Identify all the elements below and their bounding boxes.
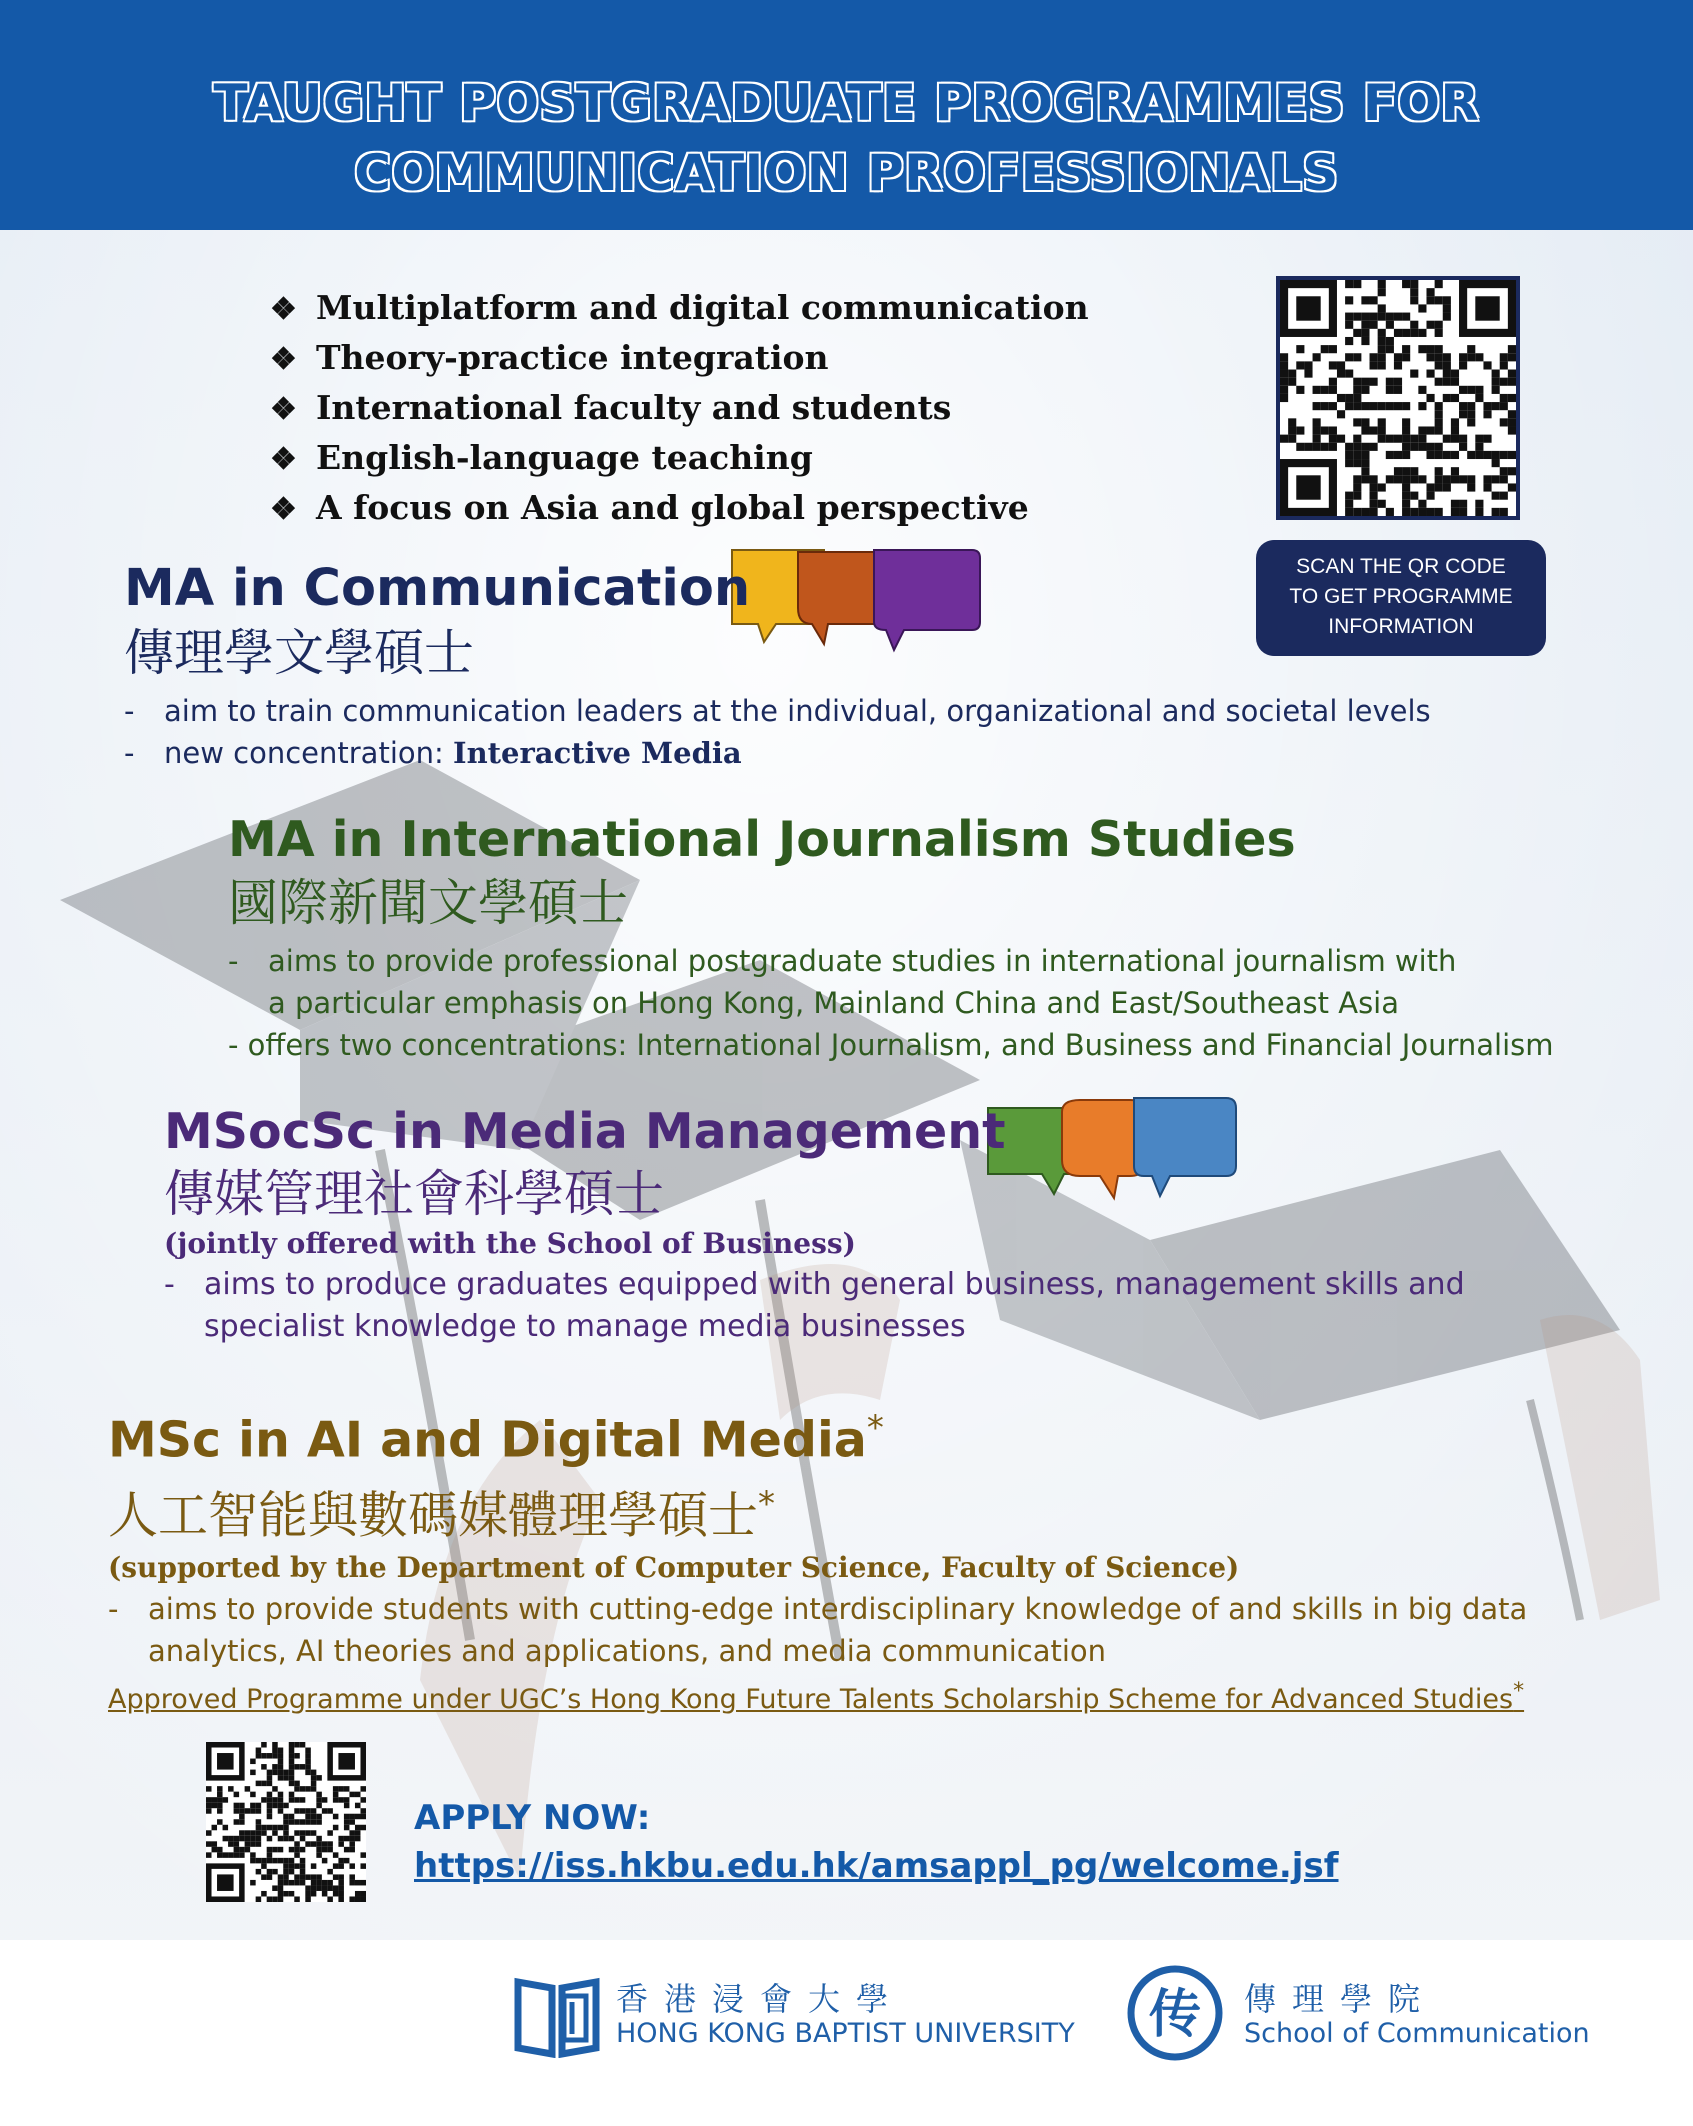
feature-item: ❖ Multiplatform and digital communication [270, 284, 1089, 334]
feature-item: ❖ Theory-practice integration [270, 334, 1089, 384]
diamond-bullet-icon: ❖ [270, 292, 297, 327]
programme-note: (jointly offered with the School of Business) [164, 1227, 856, 1260]
programme-title: MA in International Journalism Studies [228, 811, 1296, 868]
diamond-bullet-icon: ❖ [270, 442, 297, 477]
feature-item: ❖ English-language teaching [270, 434, 1089, 484]
programme-chinese-title: 傳媒管理社會科學碩士 [164, 1165, 664, 1223]
scan-qr-caption: SCAN THE QR CODE TO GET PROGRAMME INFORMATION [1256, 540, 1546, 656]
soc-emblem-icon [1126, 1964, 1224, 2062]
programme-ma-communication [124, 556, 750, 684]
programme-info-qr-code[interactable] [1276, 276, 1520, 520]
feature-list [270, 284, 1089, 534]
programme-title: MSocSc in Media Management [164, 1103, 1006, 1160]
programme-chinese-title: 傳理學文學碩士 [124, 624, 474, 682]
approved-programme-note: Approved Programme under UGC’s Hong Kong Future Talents Scholarship Scheme for Advanced Studies* [108, 1678, 1525, 1715]
programme-note: (supported by the Department of Computer Science, Faculty of Science) [108, 1550, 1240, 1584]
hkbu-book-icon [512, 1972, 602, 2058]
speech-bubbles-icon [728, 546, 984, 656]
header-banner [0, 0, 1693, 230]
programme-chinese-title: 國際新聞文學碩士 [228, 874, 628, 932]
programme-title: MSc in AI and Digital Media* [108, 1408, 884, 1469]
apply-now-block [414, 1794, 1339, 1890]
programme-ma-communication-desc: - aim to train communication leaders at the individual, organizational and societal levels - new concentration: Interactive Media [124, 694, 1431, 770]
soc-chinese-name: 傳理學院 [1244, 1980, 1437, 2018]
programme-msc-ai-digital-media: MSc in AI and Digital Media* 人工智能與數碼媒體理學碩士* (supported by the Department of Computer Science, Faculty of Science) - aims to provide students with cutting-edge interdisciplinary knowledge of and skills in big data analytics, AI theories and applications, and media communication Approved Programme under UGC’s Hong Kong Future Talents Scholarship Scheme for Advanced Studies* [108, 1396, 1527, 1720]
diamond-bullet-icon: ❖ [270, 392, 297, 427]
feature-item: ❖ International faculty and students [270, 384, 1089, 434]
feature-item: ❖ A focus on Asia and global perspective [270, 484, 1089, 534]
apply-now-label: APPLY NOW: [414, 1798, 651, 1838]
page-title [0, 68, 1693, 208]
programme-ma-ijs: MA in International Journalism Studies 國際新聞文學碩士 - aims to provide professional postgraduate studies in international journalism with a particular emphasis on Hong Kong, Mainland China and East/Southeast Asia - offers two concentrations: International Journalism, and Business and Financial Journalism [228, 808, 1554, 1066]
apply-url-link[interactable]: https://iss.hkbu.edu.hk/amsappl_pg/welcome.jsf [414, 1846, 1339, 1886]
apply-qr-code[interactable] [206, 1742, 366, 1902]
soc-english-name: School of Communication [1244, 2018, 1590, 2049]
page-title-line1: TAUGHT POSTGRADUATE PROGRAMMES FOR [213, 74, 1480, 132]
page-title-line2: COMMUNICATION PROFESSIONALS [354, 144, 1339, 202]
programme-chinese-title: 人工智能與數碼媒體理學碩士* [108, 1484, 775, 1545]
hkbu-english-name: HONG KONG BAPTIST UNIVERSITY [616, 2018, 1075, 2049]
diamond-bullet-icon: ❖ [270, 342, 297, 377]
qr-code-icon [1280, 280, 1516, 516]
hkbu-chinese-name: 香港浸會大學 [616, 1980, 905, 2018]
diamond-bullet-icon: ❖ [270, 492, 297, 527]
qr-code-icon [206, 1742, 366, 1902]
programme-title: MA in Communication [124, 559, 751, 618]
programme-msocsc-media-management: MSocSc in Media Management 傳媒管理社會科學碩士 (jointly offered with the School of Business) - aims to produce graduates equipped with general business, management skills and specialist knowledge to manage media businesses [164, 1100, 1465, 1348]
concentration-highlight: Interactive Media [453, 736, 742, 770]
svg-text:传: 传 [1148, 1985, 1202, 2045]
